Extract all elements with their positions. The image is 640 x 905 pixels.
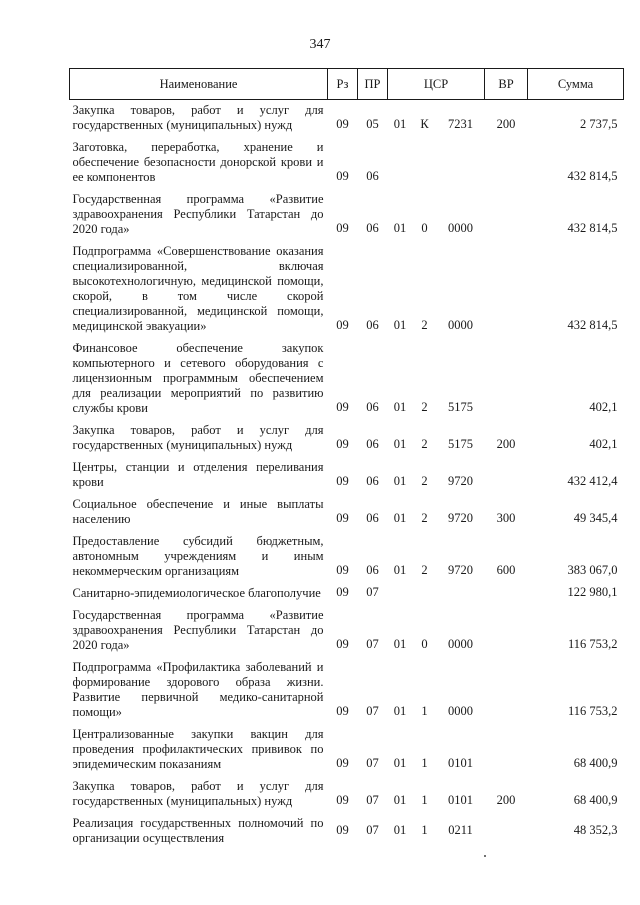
row-rz: 09 xyxy=(336,511,349,525)
row-vr xyxy=(485,338,528,420)
row-name: Предоставление субсидий бюджетным, автономным учреждениям и иным некоммерческим организациям xyxy=(72,534,324,578)
row-csr-subprogram: 1 xyxy=(421,793,428,807)
row-csr-program: 01 xyxy=(393,474,407,488)
row-csr-subprogram: 0 xyxy=(421,221,428,235)
row-vr: 200 xyxy=(496,117,516,131)
table-row xyxy=(70,531,624,583)
table-row xyxy=(70,813,624,850)
row-csr-code: 0101 xyxy=(448,756,473,770)
row-rz: 09 xyxy=(336,437,349,451)
row-name: Подпрограмма «Совершенствование оказания специализированной, включая высокотехнологичную, медицинской помощи, скорой, в том числе скорой специализированной, медицинской помощи, медицинской эвакуации» xyxy=(72,244,324,333)
row-rz: 09 xyxy=(336,756,349,770)
row-csr-subprogram xyxy=(413,137,437,189)
row-vr xyxy=(485,583,528,605)
row-csr-subprogram: К xyxy=(420,117,429,131)
header-sum: Сумма xyxy=(528,69,624,100)
row-csr-program: 01 xyxy=(393,793,407,807)
row-sum: 68 400,9 xyxy=(573,793,618,807)
row-pr: 06 xyxy=(366,400,379,414)
row-name: Финансовое обеспечение закупок компьютерного и сетевого оборудования с лицензионным программным обеспечением для реализации мероприятий по развитию службы крови xyxy=(72,341,324,415)
row-vr xyxy=(485,457,528,494)
page-number: 347 xyxy=(309,37,331,52)
table-row xyxy=(70,457,624,494)
row-sum: 402,1 xyxy=(589,400,618,414)
row-rz: 09 xyxy=(336,400,349,414)
row-name: Подпрограмма «Профилактика заболеваний и формирование здорового образа жизни. Развитие первичной медико-санитарной помощи» xyxy=(72,660,324,719)
row-sum: 383 067,0 xyxy=(567,563,618,577)
table-row xyxy=(70,494,624,531)
row-name: Центры, станции и отделения переливания крови xyxy=(72,460,324,489)
row-csr-subprogram: 2 xyxy=(421,563,428,577)
row-csr-subprogram: 2 xyxy=(421,511,428,525)
row-csr-code: 9720 xyxy=(448,511,473,525)
row-name: Государственная программа «Развитие здравоохранения Республики Татарстан до 2020 года» xyxy=(72,192,324,236)
row-name: Санитарно-эпидемиологическое благополучие xyxy=(72,586,321,600)
row-pr: 06 xyxy=(366,221,379,235)
row-csr-subprogram xyxy=(413,583,437,605)
row-pr: 07 xyxy=(366,823,379,837)
row-csr-code: 0000 xyxy=(448,221,473,235)
row-sum: 122 980,1 xyxy=(567,585,618,599)
header-pr: ПР xyxy=(358,69,388,100)
table-row xyxy=(70,420,624,457)
row-name xyxy=(70,813,328,850)
row-pr: 06 xyxy=(366,318,379,332)
row-sum: 432 814,5 xyxy=(567,221,618,235)
row-csr-code: 9720 xyxy=(448,474,473,488)
row-vr: 600 xyxy=(496,563,516,577)
row-pr: 06 xyxy=(366,474,379,488)
row-pr: 06 xyxy=(366,169,379,183)
row-csr-program: 01 xyxy=(393,704,407,718)
row-sum: 116 753,2 xyxy=(567,704,618,718)
header-csr: ЦСР xyxy=(388,69,485,100)
row-name: Заготовка, переработка, хранение и обеспечение безопасности донорской крови и ее компонентов xyxy=(72,140,324,184)
row-name: Государственная программа «Развитие здравоохранения Республики Татарстан до 2020 года» xyxy=(72,608,324,652)
row-pr: 05 xyxy=(366,117,379,131)
row-name: Закупка товаров, работ и услуг для государственных (муниципальных) нужд xyxy=(72,779,324,808)
row-rz: 09 xyxy=(336,221,349,235)
row-csr-program: 01 xyxy=(393,437,407,451)
row-sum: 402,1 xyxy=(589,437,618,451)
row-csr-program: 01 xyxy=(393,318,407,332)
table-row xyxy=(70,657,624,724)
row-sum: 116 753,2 xyxy=(567,637,618,651)
row-rz: 09 xyxy=(336,823,349,837)
header-rz: Рз xyxy=(328,69,358,100)
row-csr-program: 01 xyxy=(393,637,407,651)
row-pr: 07 xyxy=(366,756,379,770)
row-csr-subprogram: 1 xyxy=(421,704,428,718)
table-row xyxy=(70,338,624,420)
budget-table xyxy=(69,68,624,850)
row-vr xyxy=(485,137,528,189)
header-name: Наименование xyxy=(70,69,328,100)
row-name-text: Реализация государственных полномочий по организации осуществления xyxy=(72,816,324,845)
row-sum: 68 400,9 xyxy=(573,756,618,770)
row-vr xyxy=(485,813,528,850)
row-pr: 07 xyxy=(366,637,379,651)
scan-speck xyxy=(484,855,486,857)
row-csr-subprogram: 2 xyxy=(421,437,428,451)
row-csr-program: 01 xyxy=(393,117,407,131)
row-vr xyxy=(485,724,528,776)
table-body xyxy=(70,100,624,851)
row-pr: 06 xyxy=(366,437,379,451)
row-csr-program: 01 xyxy=(393,400,407,414)
row-csr-code xyxy=(437,137,485,189)
row-pr: 07 xyxy=(366,793,379,807)
row-csr-code: 0000 xyxy=(448,318,473,332)
row-csr-code: 5175 xyxy=(448,437,473,451)
row-rz: 09 xyxy=(336,793,349,807)
row-sum: 49 345,4 xyxy=(573,511,618,525)
row-name: Закупка товаров, работ и услуг для государственных (муниципальных) нужд xyxy=(72,423,324,452)
row-pr: 06 xyxy=(366,563,379,577)
row-vr: 300 xyxy=(496,511,516,525)
table-row xyxy=(70,583,624,605)
row-csr-code: 0000 xyxy=(448,704,473,718)
row-csr-program: 01 xyxy=(393,563,407,577)
row-pr: 06 xyxy=(366,511,379,525)
row-csr-program: 01 xyxy=(393,221,407,235)
row-rz: 09 xyxy=(336,169,349,183)
row-csr-code xyxy=(437,583,485,605)
row-pr: 07 xyxy=(366,585,379,599)
row-rz: 09 xyxy=(336,637,349,651)
row-sum: 48 352,3 xyxy=(573,823,618,837)
table-row xyxy=(70,100,624,138)
row-pr: 07 xyxy=(366,704,379,718)
row-csr-code: 9720 xyxy=(448,563,473,577)
row-name: Централизованные закупки вакцин для проведения профилактических прививок по эпидемическим показаниям xyxy=(72,727,324,771)
row-rz: 09 xyxy=(336,318,349,332)
row-csr-program: 01 xyxy=(393,511,407,525)
row-csr-program xyxy=(388,137,413,189)
table-header-row xyxy=(70,69,624,100)
row-vr xyxy=(485,189,528,241)
row-vr xyxy=(485,241,528,338)
row-csr-program xyxy=(388,583,413,605)
row-vr: 200 xyxy=(496,793,516,807)
row-csr-subprogram: 1 xyxy=(421,756,428,770)
row-csr-subprogram: 2 xyxy=(421,318,428,332)
row-sum: 432 814,5 xyxy=(567,318,618,332)
row-rz: 09 xyxy=(336,563,349,577)
row-csr-code: 7231 xyxy=(448,117,473,131)
row-csr-subprogram: 2 xyxy=(421,400,428,414)
row-csr-code: 5175 xyxy=(448,400,473,414)
row-rz: 09 xyxy=(336,117,349,131)
row-csr-code: 0101 xyxy=(448,793,473,807)
table-row xyxy=(70,776,624,813)
table-row xyxy=(70,137,624,189)
table-row xyxy=(70,724,624,776)
row-sum: 432 814,5 xyxy=(567,169,618,183)
header-vr: ВР xyxy=(485,69,528,100)
row-rz: 09 xyxy=(336,704,349,718)
table-row xyxy=(70,605,624,657)
row-name: Закупка товаров, работ и услуг для государственных (муниципальных) нужд xyxy=(72,103,324,132)
row-csr-program: 01 xyxy=(393,756,407,770)
table-row xyxy=(70,189,624,241)
row-vr: 200 xyxy=(496,437,516,451)
row-csr-subprogram: 2 xyxy=(421,474,428,488)
row-vr xyxy=(485,605,528,657)
row-rz: 09 xyxy=(336,585,349,599)
row-sum: 432 412,4 xyxy=(567,474,618,488)
row-rz: 09 xyxy=(336,474,349,488)
table-row xyxy=(70,241,624,338)
row-vr xyxy=(485,657,528,724)
row-csr-code: 0211 xyxy=(448,823,473,837)
row-csr-subprogram: 0 xyxy=(421,637,428,651)
row-csr-subprogram: 1 xyxy=(421,823,428,837)
row-csr-code: 0000 xyxy=(448,637,473,651)
row-csr-program: 01 xyxy=(393,823,407,837)
row-sum: 2 737,5 xyxy=(580,117,618,131)
row-name: Социальное обеспечение и иные выплаты населению xyxy=(72,497,324,526)
